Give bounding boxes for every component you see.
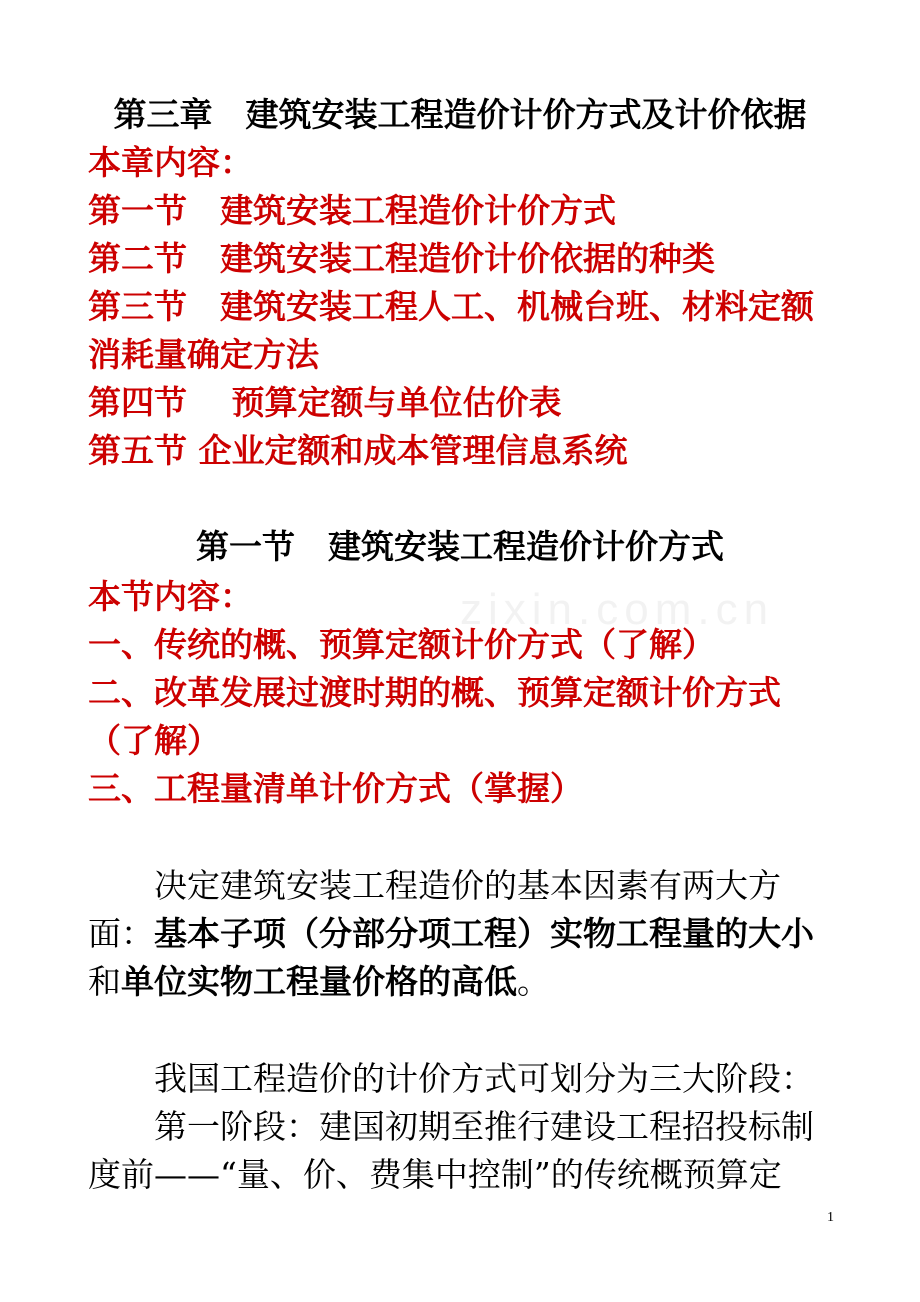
chapter-item-3: 第三节 建筑安装工程人工、机械台班、材料定额 xyxy=(88,287,814,326)
paragraph1-line2-bold: 基本子项（分部分项工程）实物工程量的大小 xyxy=(154,914,814,953)
paragraph2-line1: 我国工程造价的计价方式可划分为三大阶段： xyxy=(154,1059,814,1098)
chapter-item-2: 第二节 建筑安装工程造价计价依据的种类 xyxy=(88,239,715,278)
section-item-2-cont: （了解） xyxy=(88,721,220,760)
paragraph1-line3 xyxy=(88,958,848,1006)
chapter-contents-heading: 本章内容： xyxy=(88,143,253,182)
section-contents-heading: 本节内容： xyxy=(88,577,253,616)
chapter-title: 第三章 建筑安装工程造价计价方式及计价依据 xyxy=(113,95,807,134)
paragraph1-line1: 决定建筑安装工程造价的基本因素有两大方 xyxy=(154,866,781,905)
section-title: 第一节 建筑安装工程造价计价方式 xyxy=(196,527,724,566)
chapter-item-5: 第五节 企业定额和成本管理信息系统 xyxy=(88,431,628,470)
paragraph1-line3-bold: 单位实物工程量价格的高低 xyxy=(121,962,517,1001)
section-item-1: 一、传统的概、预算定额计价方式（了解） xyxy=(88,625,715,664)
paragraph1-line3-suffix: 。 xyxy=(517,962,550,1001)
paragraph2-line3: 度前——“量、价、费集中控制”的传统概预算定 xyxy=(88,1155,782,1194)
page-number: 1 xyxy=(827,1210,834,1225)
section-item-2: 二、改革发展过渡时期的概、预算定额计价方式 xyxy=(88,673,781,712)
section-item-3: 三、工程量清单计价方式（掌握） xyxy=(88,769,583,808)
paragraph1-line2-prefix: 面： xyxy=(88,914,154,953)
chapter-item-3-cont: 消耗量确定方法 xyxy=(88,335,319,374)
chapter-item-4: 第四节 预算定额与单位估价表 xyxy=(88,383,562,422)
paragraph1-line2 xyxy=(88,910,848,958)
paragraph1-line3-prefix: 和 xyxy=(88,962,121,1001)
paragraph2-line2: 第一阶段：建国初期至推行建设工程招投标制 xyxy=(154,1107,814,1146)
chapter-item-1: 第一节 建筑安装工程造价计价方式 xyxy=(88,191,616,230)
watermark: zixin.com.cn xyxy=(460,585,775,634)
